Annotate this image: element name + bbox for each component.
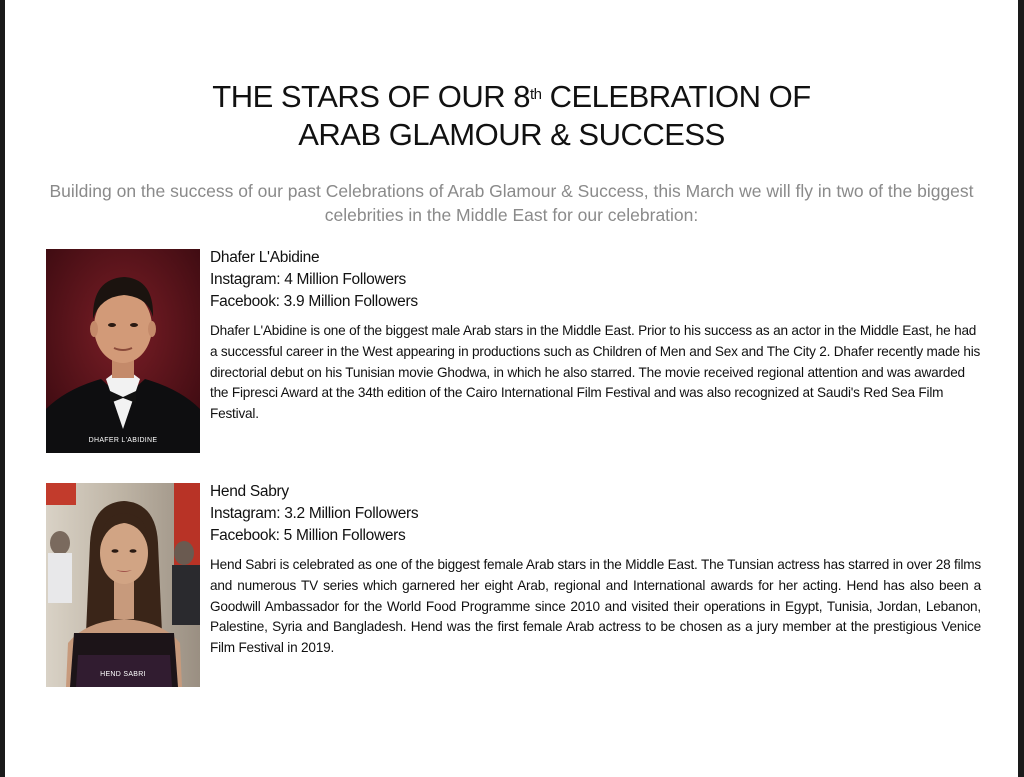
photo-caption: HEND SABRI	[100, 671, 146, 678]
portrait-female-illustration	[46, 483, 200, 687]
photo-caption: DHAFER L'ABIDINE	[88, 437, 158, 444]
celebrity-info	[210, 247, 981, 425]
document-page	[5, 0, 1018, 777]
celebrity-name: Hend Sabry	[210, 483, 289, 500]
facebook-followers: Facebook: 5 Million Followers	[210, 527, 406, 544]
instagram-followers: Instagram: 3.2 Million Followers	[210, 505, 419, 522]
facebook-followers: Facebook: 3.9 Million Followers	[210, 293, 418, 310]
celebrity-photo	[46, 483, 200, 687]
celebrity-name: Dhafer L'Abidine	[210, 249, 320, 266]
celebrity-info	[210, 481, 981, 659]
celebrity-bio: Hend Sabri is celebrated as one of the biggest female Arab stars in the Middle East. The Tunsian actress has starred in over 28 films and numerous TV series which garnered her eight Arab, regional and International awards for her acting. Hend has also been a Goodwill Ambassador for the World Food Programme since 2010 and visited their operations in Egypt, Tunisia, Jordan, Lebanon, Palestine, Syria and Bangladesh. Hend was the first female Arab actress to be chosen as a jury member at the prestigious Venice Film Festival in 2019.	[210, 557, 981, 656]
celebrity-photo	[46, 249, 200, 453]
celebrity-bio: Dhafer L'Abidine is one of the biggest male Arab stars in the Middle East. Prior to his success as an actor in the Middle East, he had a successful career in the West appearing in productions such as Children of Men and Sex and The City 2. Dhafer recently made his directorial debut on his Tunisian movie Ghodwa, in which he also starred. The movie received regional attention and was awarded the Fipresci Award at the 34th edition of the Cairo International Film Festival and was also recognized at Saudi's Red Sea Film Festival.	[210, 323, 981, 422]
page-title	[5, 78, 1018, 154]
instagram-followers: Instagram: 4 Million Followers	[210, 271, 407, 288]
title-line-1: THE STARS OF OUR 8th CELEBRATION OF	[212, 79, 811, 114]
title-line-2: ARAB GLAMOUR & SUCCESS	[298, 117, 725, 152]
intro-paragraph: Building on the success of our past Celebrations of Arab Glamour & Success, this March we will fly in two of the biggest celebrities in the Middle East for our celebration:	[49, 181, 974, 225]
portrait-male-illustration	[46, 249, 200, 453]
